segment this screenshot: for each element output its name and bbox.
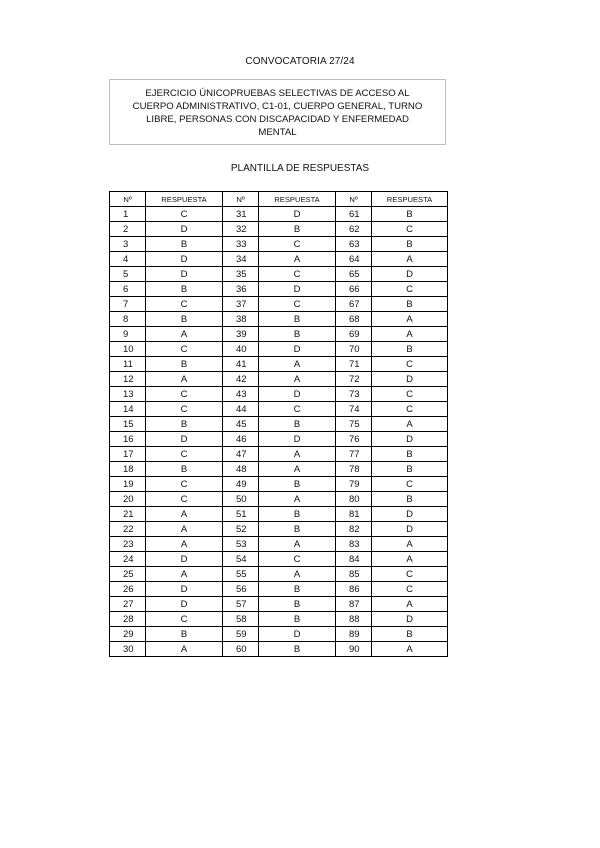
question-number: 82: [336, 522, 372, 537]
answer-letter: A: [372, 312, 448, 327]
answer-letter: D: [259, 387, 336, 402]
table-row: [110, 282, 448, 297]
question-number: 80: [336, 492, 372, 507]
answer-letter: B: [146, 462, 223, 477]
table-row: [110, 537, 448, 552]
description-line: MENTAL: [258, 127, 297, 138]
answer-letter: C: [146, 447, 223, 462]
answer-letter: A: [259, 372, 336, 387]
question-number: 71: [336, 357, 372, 372]
question-number: 42: [223, 372, 259, 387]
question-number: 52: [223, 522, 259, 537]
answer-letter: C: [146, 492, 223, 507]
table-row: [110, 312, 448, 327]
answer-letter: B: [372, 462, 448, 477]
question-number: 3: [110, 237, 146, 252]
description-line: CUERPO ADMINISTRATIVO, C1-01, CUERPO GENERAL, TURNO: [132, 101, 423, 112]
answer-letter: C: [372, 282, 448, 297]
question-number: 37: [223, 297, 259, 312]
answer-letter: C: [372, 387, 448, 402]
table-row: [110, 627, 448, 642]
answer-letter: C: [259, 552, 336, 567]
answer-letter: B: [146, 357, 223, 372]
answer-letter: A: [259, 252, 336, 267]
question-number: 18: [110, 462, 146, 477]
question-number: 9: [110, 327, 146, 342]
answer-letter: C: [372, 402, 448, 417]
table-row: [110, 222, 448, 237]
table-row: [110, 522, 448, 537]
question-number: 53: [223, 537, 259, 552]
question-number: 56: [223, 582, 259, 597]
question-number: 86: [336, 582, 372, 597]
question-number: 19: [110, 477, 146, 492]
question-number: 68: [336, 312, 372, 327]
question-number: 8: [110, 312, 146, 327]
answer-letter: A: [372, 597, 448, 612]
answer-letter: D: [146, 252, 223, 267]
question-number: 51: [223, 507, 259, 522]
answer-letter: A: [372, 537, 448, 552]
answer-letter: B: [372, 492, 448, 507]
question-number: 28: [110, 612, 146, 627]
table-row: [110, 402, 448, 417]
answer-letter: C: [146, 342, 223, 357]
answer-letter: D: [259, 627, 336, 642]
table-row: [110, 477, 448, 492]
question-number: 61: [336, 207, 372, 222]
question-number: 45: [223, 417, 259, 432]
question-number: 14: [110, 402, 146, 417]
question-number: 72: [336, 372, 372, 387]
answer-letter: A: [146, 507, 223, 522]
question-number: 21: [110, 507, 146, 522]
answer-letter: D: [146, 552, 223, 567]
table-row: [110, 432, 448, 447]
question-number: 54: [223, 552, 259, 567]
question-number: 26: [110, 582, 146, 597]
question-number: 67: [336, 297, 372, 312]
question-number: 31: [223, 207, 259, 222]
question-number: 32: [223, 222, 259, 237]
question-number: 47: [223, 447, 259, 462]
question-number: 6: [110, 282, 146, 297]
question-number: 41: [223, 357, 259, 372]
answer-letter: C: [372, 357, 448, 372]
question-number: 1: [110, 207, 146, 222]
question-number: 65: [336, 267, 372, 282]
question-number: 5: [110, 267, 146, 282]
exam-description: [128, 87, 428, 139]
answer-letter: D: [146, 222, 223, 237]
answer-letter: D: [372, 612, 448, 627]
question-number: 15: [110, 417, 146, 432]
question-number: 70: [336, 342, 372, 357]
question-number: 79: [336, 477, 372, 492]
header-number: Nº: [336, 192, 372, 207]
answer-letter: C: [146, 297, 223, 312]
answer-letter: B: [372, 207, 448, 222]
question-number: 25: [110, 567, 146, 582]
table-row: [110, 252, 448, 267]
answer-letter: B: [259, 597, 336, 612]
table-row: [110, 387, 448, 402]
header-number: Nº: [223, 192, 259, 207]
question-number: 44: [223, 402, 259, 417]
answer-letter: A: [259, 567, 336, 582]
table-header-row: [110, 192, 448, 207]
question-number: 85: [336, 567, 372, 582]
answer-letter: A: [372, 327, 448, 342]
table-row: [110, 552, 448, 567]
answer-letter: A: [372, 417, 448, 432]
answer-letter: C: [146, 207, 223, 222]
answer-letter: B: [372, 297, 448, 312]
answer-letter: A: [259, 462, 336, 477]
answer-letter: D: [259, 342, 336, 357]
header-answer: RESPUESTA: [146, 192, 223, 207]
answer-letter: B: [259, 507, 336, 522]
table-row: [110, 462, 448, 477]
question-number: 76: [336, 432, 372, 447]
table-row: [110, 267, 448, 282]
header-answer: RESPUESTA: [259, 192, 336, 207]
question-number: 43: [223, 387, 259, 402]
description-line: LIBRE, PERSONAS CON DISCAPACIDAD Y ENFERMEDAD: [146, 114, 409, 125]
table-row: [110, 492, 448, 507]
answer-letter: B: [372, 627, 448, 642]
table-row: [110, 642, 448, 657]
answer-letter: A: [259, 357, 336, 372]
question-number: 49: [223, 477, 259, 492]
answer-letter: B: [146, 312, 223, 327]
answer-letter: B: [259, 522, 336, 537]
answer-letter: B: [372, 237, 448, 252]
question-number: 63: [336, 237, 372, 252]
answer-letter: C: [372, 567, 448, 582]
answer-letter: B: [259, 642, 336, 657]
table-row: [110, 372, 448, 387]
answer-letter: C: [146, 477, 223, 492]
question-number: 20: [110, 492, 146, 507]
answer-table: [109, 191, 448, 657]
question-number: 34: [223, 252, 259, 267]
answer-letter: D: [146, 597, 223, 612]
answer-letter: D: [259, 207, 336, 222]
question-number: 83: [336, 537, 372, 552]
table-row: [110, 342, 448, 357]
table-row: [110, 237, 448, 252]
description-line: EJERCICIO ÚNICOPRUEBAS SELECTIVAS DE ACCESO AL: [145, 88, 410, 99]
answer-letter: C: [372, 477, 448, 492]
answer-letter: D: [372, 507, 448, 522]
answer-letter: D: [146, 267, 223, 282]
question-number: 36: [223, 282, 259, 297]
question-number: 17: [110, 447, 146, 462]
answer-letter: A: [146, 522, 223, 537]
header-answer: RESPUESTA: [372, 192, 448, 207]
table-row: [110, 447, 448, 462]
table-row: [110, 297, 448, 312]
answer-letter: B: [259, 327, 336, 342]
table-row: [110, 597, 448, 612]
answer-letter: D: [372, 372, 448, 387]
question-number: 35: [223, 267, 259, 282]
answer-letter: A: [259, 447, 336, 462]
question-number: 10: [110, 342, 146, 357]
question-number: 24: [110, 552, 146, 567]
answer-letter: C: [372, 222, 448, 237]
question-number: 4: [110, 252, 146, 267]
answer-letter: A: [372, 642, 448, 657]
question-number: 89: [336, 627, 372, 642]
question-number: 90: [336, 642, 372, 657]
answer-letter: A: [372, 552, 448, 567]
question-number: 33: [223, 237, 259, 252]
table-row: [110, 567, 448, 582]
answer-letter: B: [259, 312, 336, 327]
question-number: 60: [223, 642, 259, 657]
answer-letter: A: [146, 642, 223, 657]
question-number: 81: [336, 507, 372, 522]
answer-letter: A: [259, 537, 336, 552]
question-number: 55: [223, 567, 259, 582]
answer-letter: C: [372, 582, 448, 597]
question-number: 84: [336, 552, 372, 567]
answer-letter: B: [259, 582, 336, 597]
exam-description-box: [109, 79, 446, 145]
answer-letter: B: [259, 477, 336, 492]
answer-letter: D: [259, 432, 336, 447]
answer-letter: C: [259, 297, 336, 312]
question-number: 29: [110, 627, 146, 642]
answer-letter: D: [146, 432, 223, 447]
answer-letter: B: [372, 447, 448, 462]
answer-letter: A: [146, 537, 223, 552]
answer-letter: B: [372, 342, 448, 357]
question-number: 73: [336, 387, 372, 402]
question-number: 62: [336, 222, 372, 237]
answer-letter: B: [259, 222, 336, 237]
question-number: 7: [110, 297, 146, 312]
question-number: 87: [336, 597, 372, 612]
question-number: 16: [110, 432, 146, 447]
answer-letter: D: [372, 267, 448, 282]
question-number: 30: [110, 642, 146, 657]
answer-letter: C: [259, 237, 336, 252]
question-number: 23: [110, 537, 146, 552]
answer-letter: B: [146, 417, 223, 432]
answer-letter: B: [146, 237, 223, 252]
table-row: [110, 612, 448, 627]
question-number: 74: [336, 402, 372, 417]
answer-letter: B: [146, 627, 223, 642]
question-number: 66: [336, 282, 372, 297]
answer-letter: D: [259, 282, 336, 297]
answer-letter: C: [146, 402, 223, 417]
question-number: 78: [336, 462, 372, 477]
question-number: 69: [336, 327, 372, 342]
table-row: [110, 357, 448, 372]
answer-letter: C: [146, 387, 223, 402]
question-number: 11: [110, 357, 146, 372]
question-number: 58: [223, 612, 259, 627]
answer-letter: D: [146, 582, 223, 597]
answer-letter: A: [372, 252, 448, 267]
answer-letter: D: [372, 432, 448, 447]
table-row: [110, 207, 448, 222]
question-number: 2: [110, 222, 146, 237]
answer-letter: A: [146, 372, 223, 387]
answer-letter: A: [146, 567, 223, 582]
question-number: 88: [336, 612, 372, 627]
answer-sheet-title: PLANTILLA DE RESPUESTAS: [230, 163, 370, 174]
answer-table-body: [110, 207, 448, 657]
header-number: Nº: [110, 192, 146, 207]
answer-letter: C: [146, 612, 223, 627]
question-number: 12: [110, 372, 146, 387]
answer-letter: B: [259, 417, 336, 432]
question-number: 46: [223, 432, 259, 447]
table-row: [110, 327, 448, 342]
document-title: CONVOCATORIA 27/24: [245, 56, 355, 67]
question-number: 77: [336, 447, 372, 462]
answer-letter: C: [259, 267, 336, 282]
question-number: 50: [223, 492, 259, 507]
question-number: 27: [110, 597, 146, 612]
question-number: 75: [336, 417, 372, 432]
table-row: [110, 582, 448, 597]
answer-letter: B: [259, 612, 336, 627]
table-row: [110, 417, 448, 432]
answer-letter: A: [146, 327, 223, 342]
question-number: 40: [223, 342, 259, 357]
answer-letter: C: [259, 402, 336, 417]
table-row: [110, 507, 448, 522]
answer-letter: D: [372, 522, 448, 537]
question-number: 57: [223, 597, 259, 612]
question-number: 48: [223, 462, 259, 477]
question-number: 59: [223, 627, 259, 642]
answer-letter: B: [146, 282, 223, 297]
question-number: 39: [223, 327, 259, 342]
answer-letter: A: [259, 492, 336, 507]
question-number: 64: [336, 252, 372, 267]
question-number: 13: [110, 387, 146, 402]
question-number: 38: [223, 312, 259, 327]
question-number: 22: [110, 522, 146, 537]
